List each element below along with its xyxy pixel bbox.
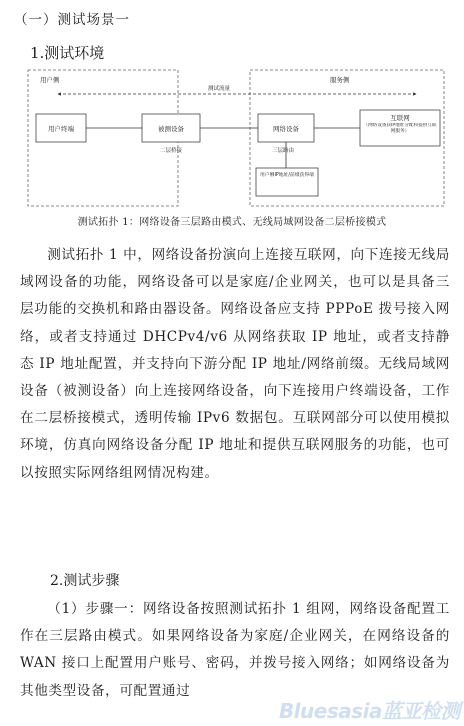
user-side-label: 用户侧	[40, 76, 60, 84]
test-traffic-label: 测试流量	[208, 86, 231, 92]
device-under-test-label: 被测设备	[158, 125, 184, 133]
watermark-logo: Bluesasia蓝亚检测	[278, 699, 460, 723]
internet-note: （网络设备获IP地址分配和提供互联网服务）	[363, 123, 437, 134]
figure-caption: 测试拓扑 1：网络设备三层路由模式、无线局域网设备二层桥接模式	[77, 217, 387, 228]
topology-diagram	[24, 66, 448, 210]
layer3-routing-label: 三层路由	[272, 148, 295, 154]
section-title: （一）测试场景一	[14, 12, 130, 28]
pc-box-label: 用户侧IP地址/前缀获得端	[260, 173, 314, 178]
internet-label: 互联网	[390, 114, 410, 122]
service-side-label: 服务侧	[330, 76, 350, 84]
network-device-label: 网络设备	[273, 125, 299, 133]
subsection-heading-steps: 2.测试步骤	[50, 573, 120, 589]
layer2-bridge-label: 二层桥接	[160, 148, 183, 154]
subsection-heading-environment: 1.测试环境	[30, 44, 105, 62]
paragraph-step-one: （1）步骤一：网络设备按照测试拓扑 1 组网，网络设备配置工作在三层路由模式。如果网络设备为家庭/企业网关，在网络设备的 WAN 接口上配置用户账号、密码，并拨号接入网络；如网络设备为其他类型设备，可配置通过	[20, 601, 450, 699]
paragraph-topology-description: 测试拓扑 1 中，网络设备扮演向上连接互联网，向下连接无线局域网设备的功能，网络设备可以是家庭/企业网关，也可以是具备三层功能的交换机和路由器设备。网络设备应支持 PPPoE 拨号接入网络，或者支持通过 DHCPv4/v6 从网络获取 IP 地址，或者支持静态 IP 地址配置，并支持向下游分配 IP 地址/网络前缀。无线局域网设备（被测设备）向上连接网络设备，向下连接用户终端设备，工作在二层桥接模式，透明传输 IPv6 数据包。互联网部分可以使用模拟环境，仿真向网络设备分配 IP 地址和提供互联网服务的功能，也可以按照实际网络组网情况构建。	[20, 247, 450, 481]
user-terminal-label: 用户终端	[48, 125, 74, 133]
